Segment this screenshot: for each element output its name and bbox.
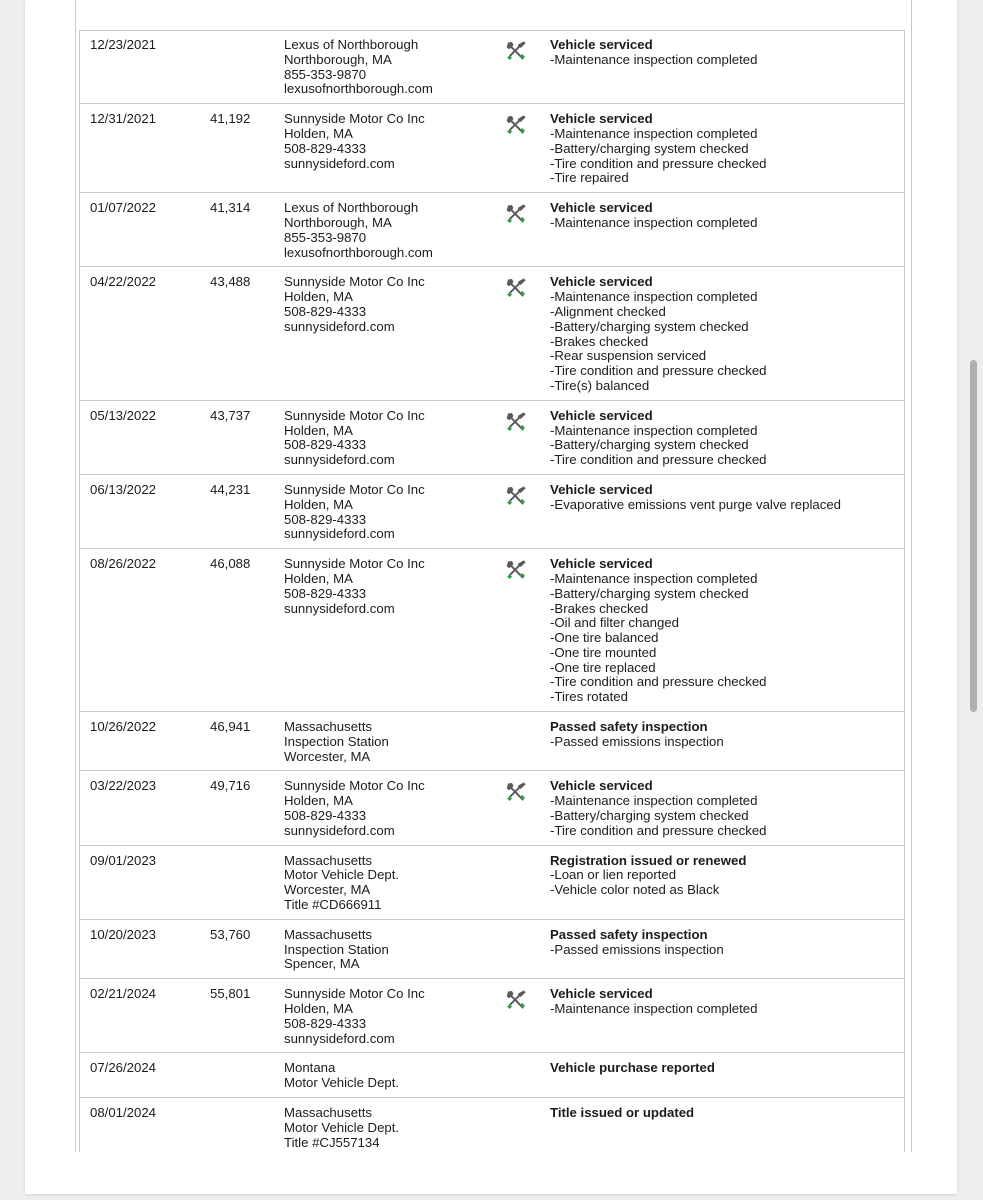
source-line: Massachusetts: [284, 852, 372, 868]
detail-line: -Tire(s) balanced: [550, 377, 650, 393]
detail-line: -Battery/charging system checked: [550, 808, 749, 824]
history-row: [80, 771, 904, 845]
source-line: Massachusetts: [284, 926, 372, 942]
record-odometer: 41,314: [210, 200, 251, 216]
detail-line: -Battery/charging system checked: [550, 140, 749, 156]
source-line: Holden, MA: [284, 570, 353, 586]
icon-cell: [500, 720, 550, 764]
source-line: Sunnyside Motor Co Inc: [284, 986, 425, 1002]
report-page: [25, 0, 957, 1194]
record-date: 05/13/2022: [90, 407, 157, 423]
record-odometer: 43,488: [210, 274, 251, 290]
scrollbar-thumb[interactable]: [970, 360, 977, 712]
record-title: Vehicle serviced: [550, 111, 653, 127]
record-details: [550, 854, 904, 913]
record-date: 06/13/2022: [90, 481, 157, 497]
source-line: Holden, MA: [284, 289, 353, 305]
source-line: Spencer, MA: [284, 956, 360, 972]
record-title: Registration issued or renewed: [550, 852, 747, 868]
record-source: [284, 409, 500, 468]
source-line: Sunnyside Motor Co Inc: [284, 778, 425, 794]
record-title: Vehicle serviced: [550, 556, 653, 572]
detail-line: -Evaporative emissions vent purge valve replaced: [550, 496, 842, 512]
record-odometer: 44,231: [210, 481, 251, 497]
record-title: Passed safety inspection: [550, 926, 708, 942]
source-line: sunnysideford.com: [284, 526, 395, 542]
detail-line: -Maintenance inspection completed: [550, 570, 758, 586]
record-title: Vehicle purchase reported: [550, 1060, 715, 1076]
record-odometer: 46,088: [210, 556, 251, 572]
detail-line: -Rear suspension serviced: [550, 348, 707, 364]
source-line: Holden, MA: [284, 496, 353, 512]
source-line: 508-829-4333: [284, 437, 367, 453]
detail-line: -Battery/charging system checked: [550, 318, 749, 334]
record-title: Vehicle serviced: [550, 986, 653, 1002]
record-date: 03/22/2023: [90, 778, 157, 794]
source-line: 508-829-4333: [284, 303, 367, 319]
detail-line: -Brakes checked: [550, 600, 649, 616]
record-details: [550, 1106, 904, 1150]
record-source: [284, 987, 500, 1046]
record-source: [284, 779, 500, 838]
source-line: Sunnyside Motor Co Inc: [284, 407, 425, 423]
detail-line: -Brakes checked: [550, 333, 649, 349]
record-details: [550, 987, 904, 1046]
source-line: Inspection Station: [284, 733, 389, 749]
detail-line: -One tire balanced: [550, 630, 659, 646]
source-line: 508-829-4333: [284, 140, 367, 156]
detail-line: -Maintenance inspection completed: [550, 289, 758, 305]
source-line: Title #CD666911: [284, 897, 382, 913]
source-line: Sunnyside Motor Co Inc: [284, 556, 425, 572]
source-line: 855-353-9870: [284, 229, 367, 245]
record-odometer: [200, 1106, 284, 1150]
source-line: Motor Vehicle Dept.: [284, 1075, 400, 1091]
wrench-screwdriver-icon: [500, 112, 550, 186]
record-date: 04/22/2022: [90, 274, 157, 290]
record-source: [284, 483, 500, 542]
source-line: Massachusetts: [284, 1105, 372, 1121]
source-line: Motor Vehicle Dept.: [284, 867, 400, 883]
record-title: Vehicle serviced: [550, 37, 653, 52]
source-line: Worcester, MA: [284, 748, 371, 764]
detail-line: -Tire condition and pressure checked: [550, 674, 767, 690]
source-line: sunnysideford.com: [284, 1030, 395, 1046]
detail-line: -Passed emissions inspection: [550, 941, 724, 957]
record-details: [550, 779, 904, 838]
history-row: [80, 712, 904, 771]
table-top-border: [79, 30, 905, 31]
record-title: Passed safety inspection: [550, 719, 708, 735]
wrench-screwdriver-icon: [500, 779, 550, 838]
wrench-screwdriver-icon: [500, 201, 550, 260]
history-row: [80, 104, 904, 193]
detail-line: -Tire condition and pressure checked: [550, 452, 767, 468]
history-row: [80, 979, 904, 1053]
wrench-screwdriver-icon: [500, 483, 550, 542]
record-source: [284, 38, 500, 97]
source-line: Holden, MA: [284, 1001, 353, 1017]
icon-cell: [500, 854, 550, 913]
detail-line: -Maintenance inspection completed: [550, 422, 758, 438]
history-row: [80, 1098, 904, 1152]
record-title: Vehicle serviced: [550, 778, 653, 794]
history-rows: [79, 30, 905, 1152]
source-line: 508-829-4333: [284, 511, 367, 527]
record-details: [550, 928, 904, 972]
source-line: Holden, MA: [284, 125, 353, 141]
source-line: Motor Vehicle Dept.: [284, 1119, 400, 1135]
detail-line: -Maintenance inspection completed: [550, 51, 758, 67]
detail-line: -One tire mounted: [550, 644, 657, 660]
history-row: [80, 549, 904, 712]
record-odometer: [200, 854, 284, 913]
detail-line: -Maintenance inspection completed: [550, 214, 758, 230]
detail-line: -Vehicle color noted as Black: [550, 882, 720, 898]
record-details: [550, 409, 904, 468]
record-date: 09/01/2023: [90, 852, 157, 868]
record-date: 12/23/2021: [90, 37, 157, 52]
history-row: [80, 920, 904, 979]
record-odometer: 46,941: [210, 719, 251, 735]
detail-line: -Loan or lien reported: [550, 867, 677, 883]
source-line: 508-829-4333: [284, 808, 367, 824]
source-line: Northborough, MA: [284, 51, 392, 67]
record-details: [550, 1061, 904, 1091]
source-line: lexusofnorthborough.com: [284, 244, 433, 260]
record-details: [550, 557, 904, 705]
history-row: [80, 1053, 904, 1098]
record-details: [550, 275, 904, 393]
record-odometer: 53,760: [210, 926, 251, 942]
detail-line: -Tire repaired: [550, 170, 629, 186]
source-line: Sunnyside Motor Co Inc: [284, 481, 425, 497]
icon-cell: [500, 1106, 550, 1150]
source-line: Title #CJ557134: [284, 1134, 380, 1150]
record-date: 07/26/2024: [90, 1060, 157, 1076]
detail-line: -One tire replaced: [550, 659, 656, 675]
record-date: 12/31/2021: [90, 111, 157, 127]
record-title: Vehicle serviced: [550, 274, 653, 290]
record-date: 10/26/2022: [90, 719, 157, 735]
detail-line: -Battery/charging system checked: [550, 437, 749, 453]
source-line: Holden, MA: [284, 422, 353, 438]
record-source: [284, 275, 500, 393]
wrench-screwdriver-icon: [500, 557, 550, 705]
history-table: [75, 0, 912, 1152]
detail-line: -Tire condition and pressure checked: [550, 155, 767, 171]
record-date: 10/20/2023: [90, 926, 157, 942]
record-odometer: 55,801: [210, 986, 251, 1002]
source-line: sunnysideford.com: [284, 452, 395, 468]
record-date: 01/07/2022: [90, 200, 157, 216]
record-source: [284, 201, 500, 260]
detail-line: -Tire condition and pressure checked: [550, 822, 767, 838]
record-odometer: 43,737: [210, 407, 251, 423]
history-row: [80, 30, 904, 104]
record-source: [284, 854, 500, 913]
icon-cell: [500, 1061, 550, 1091]
source-line: 508-829-4333: [284, 585, 367, 601]
detail-line: -Battery/charging system checked: [550, 585, 749, 601]
detail-line: -Tire condition and pressure checked: [550, 363, 767, 379]
source-line: sunnysideford.com: [284, 600, 395, 616]
detail-line: -Tires rotated: [550, 689, 628, 705]
history-row: [80, 846, 904, 920]
detail-line: -Maintenance inspection completed: [550, 793, 758, 809]
record-details: [550, 112, 904, 186]
source-line: Massachusetts: [284, 719, 372, 735]
source-line: Holden, MA: [284, 793, 353, 809]
record-title: Vehicle serviced: [550, 200, 653, 216]
record-source: [284, 557, 500, 705]
icon-cell: [500, 928, 550, 972]
detail-line: -Alignment checked: [550, 303, 666, 319]
wrench-screwdriver-icon: [500, 409, 550, 468]
record-odometer: [200, 38, 284, 97]
detail-line: -Passed emissions inspection: [550, 733, 724, 749]
record-source: [284, 720, 500, 764]
record-details: [550, 483, 904, 542]
record-title: Vehicle serviced: [550, 407, 653, 423]
source-line: Sunnyside Motor Co Inc: [284, 111, 425, 127]
source-line: Lexus of Northborough: [284, 37, 419, 52]
wrench-screwdriver-icon: [500, 275, 550, 393]
source-line: Northborough, MA: [284, 214, 392, 230]
record-odometer: [200, 1061, 284, 1091]
record-source: [284, 1061, 500, 1091]
source-line: Sunnyside Motor Co Inc: [284, 274, 425, 290]
source-line: Montana: [284, 1060, 336, 1076]
source-line: 855-353-9870: [284, 66, 367, 82]
record-odometer: 49,716: [210, 778, 251, 794]
record-title: Title issued or updated: [550, 1105, 695, 1121]
detail-line: -Oil and filter changed: [550, 615, 680, 631]
detail-line: -Maintenance inspection completed: [550, 1001, 758, 1017]
record-source: [284, 112, 500, 186]
source-line: sunnysideford.com: [284, 318, 395, 334]
record-details: [550, 201, 904, 260]
history-row: [80, 401, 904, 475]
source-line: Worcester, MA: [284, 882, 371, 898]
record-odometer: 41,192: [210, 111, 251, 127]
record-details: [550, 38, 904, 97]
record-date: 02/21/2024: [90, 986, 157, 1002]
source-line: Lexus of Northborough: [284, 200, 419, 216]
wrench-screwdriver-icon: [500, 38, 550, 97]
record-details: [550, 720, 904, 764]
record-date: 08/26/2022: [90, 556, 157, 572]
record-date: 08/01/2024: [90, 1105, 157, 1121]
record-source: [284, 1106, 500, 1150]
history-row: [80, 193, 904, 267]
wrench-screwdriver-icon: [500, 987, 550, 1046]
source-line: Inspection Station: [284, 941, 389, 957]
history-row: [80, 475, 904, 549]
record-source: [284, 928, 500, 972]
history-row: [80, 267, 904, 400]
source-line: sunnysideford.com: [284, 155, 395, 171]
source-line: 508-829-4333: [284, 1015, 367, 1031]
record-title: Vehicle serviced: [550, 481, 653, 497]
source-line: sunnysideford.com: [284, 822, 395, 838]
detail-line: -Maintenance inspection completed: [550, 125, 758, 141]
source-line: lexusofnorthborough.com: [284, 81, 433, 97]
